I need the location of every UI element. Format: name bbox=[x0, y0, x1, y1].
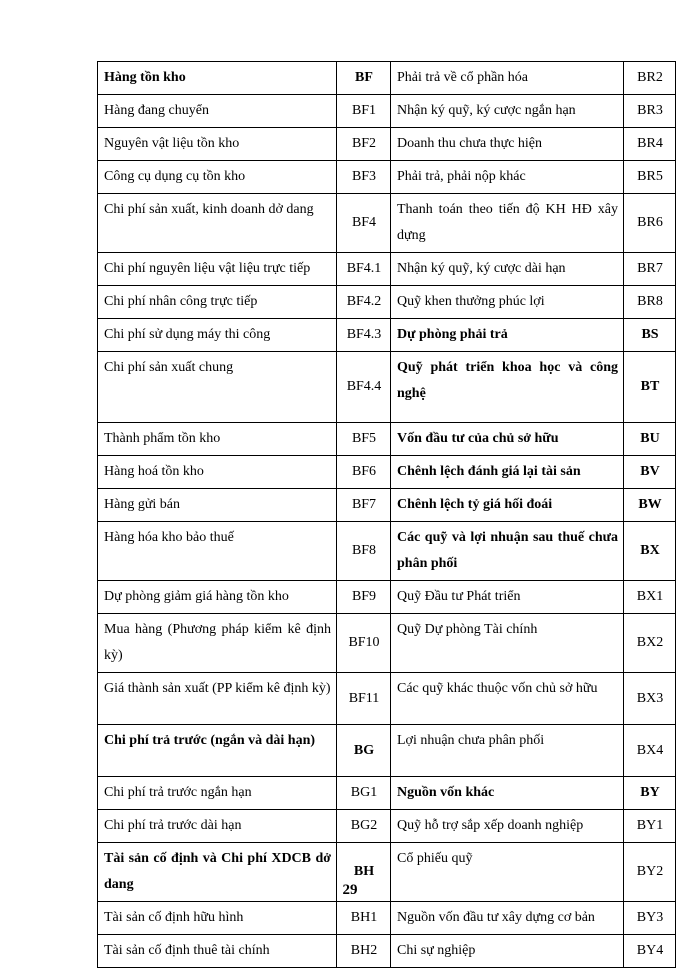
table-row bbox=[98, 253, 676, 286]
table-row bbox=[98, 902, 676, 935]
left-account-name: Dự phòng giảm giá hàng tồn kho bbox=[98, 581, 337, 614]
left-account-name: Chi phí nguyên liệu vật liệu trực tiếp bbox=[98, 253, 337, 286]
right-account-code: BV bbox=[624, 456, 676, 489]
left-account-name: Hàng hoá tồn kho bbox=[98, 456, 337, 489]
left-account-name: Chi phí nhân công trực tiếp bbox=[98, 286, 337, 319]
right-account-name: Nhận ký quỹ, ký cược ngắn hạn bbox=[391, 95, 624, 128]
right-account-code: BS bbox=[624, 319, 676, 352]
right-account-code: BX2 bbox=[624, 614, 676, 673]
right-account-code: BU bbox=[624, 423, 676, 456]
left-account-name: Nguyên vật liệu tồn kho bbox=[98, 128, 337, 161]
table-row bbox=[98, 161, 676, 194]
right-account-code: BR4 bbox=[624, 128, 676, 161]
table-row bbox=[98, 319, 676, 352]
right-account-name: Nguồn vốn khác bbox=[391, 777, 624, 810]
table-row bbox=[98, 286, 676, 319]
right-account-name: Phải trả về cổ phần hóa bbox=[391, 62, 624, 95]
right-account-name: Quỹ hỗ trợ sắp xếp doanh nghiệp bbox=[391, 810, 624, 843]
right-account-code: BY2 bbox=[624, 843, 676, 902]
left-account-name: Tài sản cố định thuê tài chính bbox=[98, 935, 337, 968]
right-account-name: Chênh lệch đánh giá lại tài sản bbox=[391, 456, 624, 489]
left-account-code: BF1 bbox=[337, 95, 391, 128]
table-row bbox=[98, 489, 676, 522]
left-account-code: BF4.2 bbox=[337, 286, 391, 319]
left-account-code: BG1 bbox=[337, 777, 391, 810]
right-account-name: Doanh thu chưa thực hiện bbox=[391, 128, 624, 161]
left-account-code: BH bbox=[337, 843, 391, 902]
left-account-code: BF10 bbox=[337, 614, 391, 673]
table-row bbox=[98, 423, 676, 456]
right-account-code: BR8 bbox=[624, 286, 676, 319]
right-account-name: Nhận ký quỹ, ký cược dài hạn bbox=[391, 253, 624, 286]
left-account-name: Hàng tồn kho bbox=[98, 62, 337, 95]
right-account-name: Chênh lệch tỷ giá hối đoái bbox=[391, 489, 624, 522]
left-account-name: Hàng hóa kho bảo thuế bbox=[98, 522, 337, 581]
right-account-name: Quỹ phát triển khoa học và công nghệ bbox=[391, 352, 624, 423]
right-account-code: BY bbox=[624, 777, 676, 810]
left-account-code: BF5 bbox=[337, 423, 391, 456]
table-row bbox=[98, 352, 676, 423]
left-account-name: Hàng đang chuyển bbox=[98, 95, 337, 128]
left-account-code: BF8 bbox=[337, 522, 391, 581]
left-account-code: BF6 bbox=[337, 456, 391, 489]
right-account-code: BR7 bbox=[624, 253, 676, 286]
right-account-code: BT bbox=[624, 352, 676, 423]
right-account-name: Quỹ Dự phòng Tài chính bbox=[391, 614, 624, 673]
left-account-code: BF7 bbox=[337, 489, 391, 522]
left-account-code: BG2 bbox=[337, 810, 391, 843]
right-account-name: Thanh toán theo tiến độ KH HĐ xây dựng bbox=[391, 194, 624, 253]
left-account-code: BF2 bbox=[337, 128, 391, 161]
left-account-name: Mua hàng (Phương pháp kiểm kê định kỳ) bbox=[98, 614, 337, 673]
table-row bbox=[98, 673, 676, 725]
table-row bbox=[98, 62, 676, 95]
right-account-name: Quỹ khen thưởng phúc lợi bbox=[391, 286, 624, 319]
right-account-name: Vốn đầu tư của chủ sở hữu bbox=[391, 423, 624, 456]
right-account-code: BX4 bbox=[624, 725, 676, 777]
right-account-code: BR3 bbox=[624, 95, 676, 128]
table-row bbox=[98, 522, 676, 581]
left-account-code: BF11 bbox=[337, 673, 391, 725]
left-account-name: Chi phí sử dụng máy thi công bbox=[98, 319, 337, 352]
page-number: 29 bbox=[342, 882, 358, 898]
table-row bbox=[98, 614, 676, 673]
left-account-code: BF9 bbox=[337, 581, 391, 614]
left-account-name: Chi phí trả trước ngắn hạn bbox=[98, 777, 337, 810]
right-account-name: Nguồn vốn đầu tư xây dựng cơ bản bbox=[391, 902, 624, 935]
table-body bbox=[98, 62, 676, 968]
right-account-code: BX3 bbox=[624, 673, 676, 725]
left-account-name: Thành phẩm tồn kho bbox=[98, 423, 337, 456]
left-account-code: BH1 bbox=[337, 902, 391, 935]
right-account-name: Cổ phiếu quỹ bbox=[391, 843, 624, 902]
table-row bbox=[98, 777, 676, 810]
right-account-name: Phải trả, phải nộp khác bbox=[391, 161, 624, 194]
left-account-code: BH2 bbox=[337, 935, 391, 968]
account-code-table bbox=[97, 61, 676, 968]
left-account-name: Chi phí sản xuất chung bbox=[98, 352, 337, 423]
table-row bbox=[98, 935, 676, 968]
left-account-name: Chi phí trả trước dài hạn bbox=[98, 810, 337, 843]
right-account-name: Chi sự nghiệp bbox=[391, 935, 624, 968]
left-account-code: BF4 bbox=[337, 194, 391, 253]
left-account-name: Giá thành sản xuất (PP kiểm kê định kỳ) bbox=[98, 673, 337, 725]
right-account-name: Dự phòng phải trả bbox=[391, 319, 624, 352]
left-account-code: BF4.1 bbox=[337, 253, 391, 286]
left-account-code: BG bbox=[337, 725, 391, 777]
table-row bbox=[98, 725, 676, 777]
left-account-code: BF3 bbox=[337, 161, 391, 194]
table-row bbox=[98, 810, 676, 843]
right-account-name: Các quỹ và lợi nhuận sau thuế chưa phân phối bbox=[391, 522, 624, 581]
left-account-code: BF4.4 bbox=[337, 352, 391, 423]
table-row bbox=[98, 128, 676, 161]
left-account-code: BF bbox=[337, 62, 391, 95]
table-row bbox=[98, 456, 676, 489]
right-account-code: BY3 bbox=[624, 902, 676, 935]
right-account-name: Lợi nhuận chưa phân phối bbox=[391, 725, 624, 777]
table-row bbox=[98, 581, 676, 614]
right-account-code: BR2 bbox=[624, 62, 676, 95]
left-account-name: Chi phí trả trước (ngắn và dài hạn) bbox=[98, 725, 337, 777]
right-account-code: BW bbox=[624, 489, 676, 522]
table-row bbox=[98, 194, 676, 253]
right-account-code: BY4 bbox=[624, 935, 676, 968]
right-account-code: BR5 bbox=[624, 161, 676, 194]
left-account-name: Chi phí sản xuất, kinh doanh dở dang bbox=[98, 194, 337, 253]
right-account-code: BY1 bbox=[624, 810, 676, 843]
left-account-code: BF4.3 bbox=[337, 319, 391, 352]
table-row bbox=[98, 95, 676, 128]
left-account-name: Công cụ dụng cụ tồn kho bbox=[98, 161, 337, 194]
left-account-name: Hàng gửi bán bbox=[98, 489, 337, 522]
right-account-code: BX1 bbox=[624, 581, 676, 614]
left-account-name: Tài sản cố định hữu hình bbox=[98, 902, 337, 935]
left-account-name: Tài sản cố định và Chi phí XDCB dở dang bbox=[98, 843, 337, 902]
right-account-code: BR6 bbox=[624, 194, 676, 253]
right-account-code: BX bbox=[624, 522, 676, 581]
right-account-name: Các quỹ khác thuộc vốn chủ sở hữu bbox=[391, 673, 624, 725]
right-account-name: Quỹ Đầu tư Phát triển bbox=[391, 581, 624, 614]
